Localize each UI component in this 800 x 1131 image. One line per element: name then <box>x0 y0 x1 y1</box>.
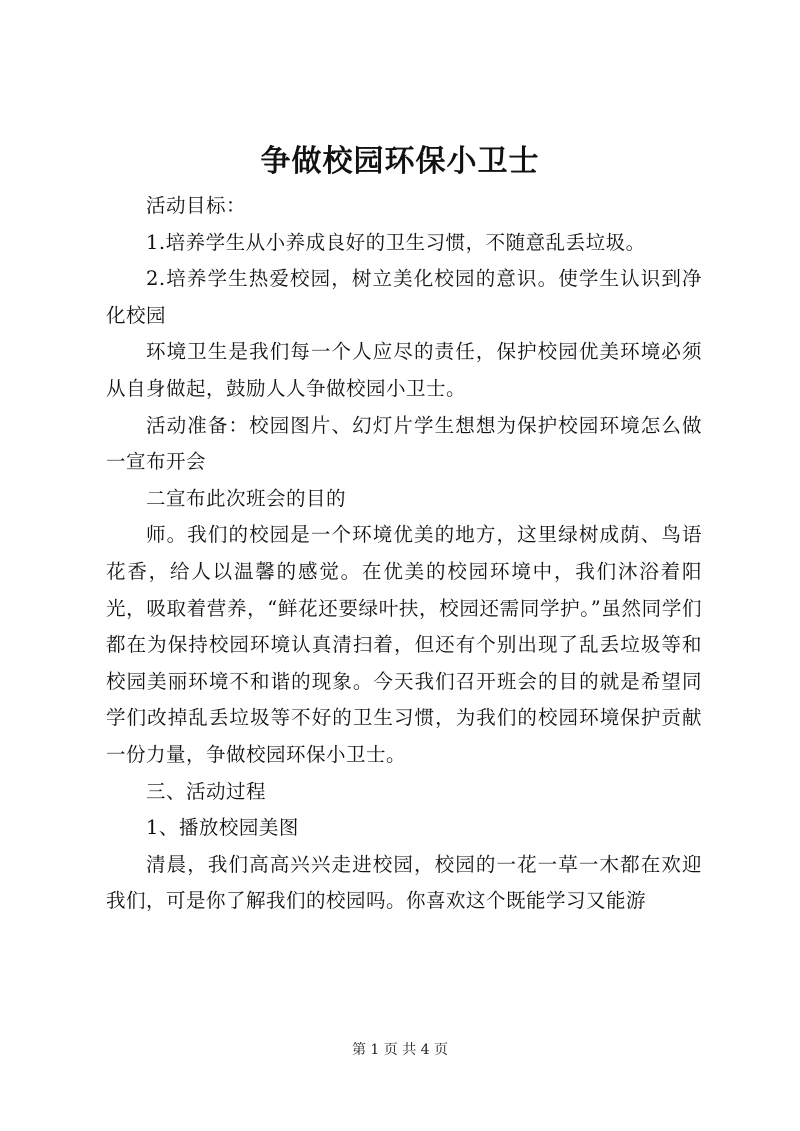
paragraph-activity-goals: 活动目标： <box>146 194 247 217</box>
document-body <box>106 188 702 920</box>
paragraph-activity-process-heading: 三、活动过程 <box>146 779 267 803</box>
paragraph-meeting-purpose-heading: 二宣布此次班会的目的 <box>146 486 347 510</box>
paragraph-activity-preparation: 活动准备：校园图片、幻灯片学生想想为保护校园环境怎么做一宣布开会 <box>106 413 702 474</box>
paragraph-morning: 清晨，我们高高兴兴走进校园，校园的一花一草一木都在欢迎我们，可是你了解我们的校园吗。你喜欢这个既能学习又能游 <box>106 852 702 913</box>
page-indicator: 第 1 页 共 4 页 <box>351 1042 449 1058</box>
paragraph-goal-2: 2.培养学生热爱校园，树立美化校园的意识。使学生认识到净化校园 <box>106 267 702 327</box>
paragraph-play-campus-photos: 1、播放校园美图 <box>146 816 299 840</box>
paragraph-environment-hygiene: 环境卫生是我们每一个人应尽的责任，保护校园优美环境必须从自身做起，鼓励人人争做校园小卫士。 <box>106 340 702 400</box>
document-title: 争做校园环保小卫士 <box>260 144 540 179</box>
paragraph-goal-1: 1.培养学生从小养成良好的卫生习惯，不随意乱丢垃圾。 <box>146 230 646 254</box>
paragraph-teacher-speech: 师。我们的校园是一个环境优美的地方，这里绿树成荫、鸟语花香，给人以温馨的感觉。在优美的校园环境中，我们沐浴着阳光，吸取着营养，“鲜花还要绿叶扶，校园还需同学护。”虽然同学们都在为保持校园环境认真清扫着，但还有个别出现了乱丢垃圾等和校园美丽环境不和谐的现象。今天我们召开班会的目的就是希望同学们改掉乱丢垃圾等不好的卫生习惯，为我们的校园环境保护贡献一份力量，争做校园环保小卫士。 <box>106 523 702 766</box>
